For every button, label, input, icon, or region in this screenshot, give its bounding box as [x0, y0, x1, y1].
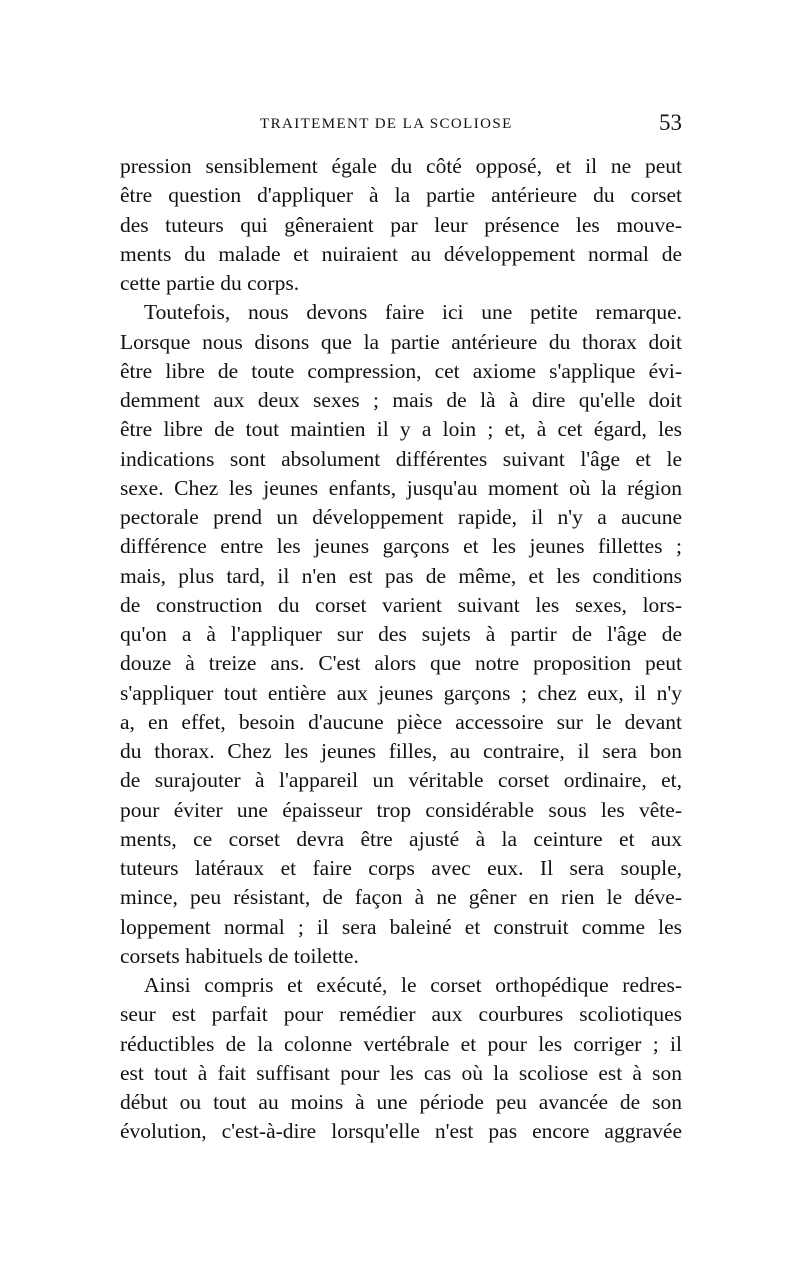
- text-line: s'appliquer tout entière aux jeunes garçons ; chez eux, il n'y: [120, 680, 682, 705]
- text-line: ments, ce corset devra être ajusté à la ceinture et aux: [120, 826, 682, 851]
- text-line: mais, plus tard, il n'en est pas de même, et les conditions: [120, 563, 682, 588]
- text-line: du thorax. Chez les jeunes filles, au contraire, il sera bon: [120, 739, 682, 763]
- text-line: réductibles de la colonne vertébrale et pour les corriger ; il: [120, 1031, 682, 1056]
- text-line: sexe. Chez les jeunes enfants, jusqu'au moment où la région: [120, 475, 682, 500]
- running-title: TRAITEMENT DE LA SCOLIOSE: [260, 116, 513, 132]
- text-line: être libre de tout maintien il y a loin ; et, à cet égard, les: [120, 417, 682, 442]
- text-line: loppement normal ; il sera baleiné et construit comme les: [120, 914, 682, 939]
- text-line: de construction du corset varient suivant les sexes, lors-: [120, 592, 682, 617]
- text-line: évolution, c'est-à-dire lorsqu'elle n'est pas encore aggravée: [120, 1119, 682, 1144]
- text-line: demment aux deux sexes ; mais de là à dire qu'elle doit: [120, 388, 682, 412]
- text-line: Lorsque nous disons que la partie antérieure du thorax doit: [120, 329, 682, 354]
- text-line: pectorale prend un développement rapide, il n'y a aucune: [120, 505, 682, 529]
- text-line: différence entre les jeunes garçons et les jeunes fillettes ;: [120, 534, 682, 559]
- text-line: pression sensiblement égale du côté opposé, et il ne peut: [120, 154, 682, 178]
- text-line: a, en effet, besoin d'aucune pièce accessoire sur le devant: [120, 709, 682, 734]
- text-line: début ou tout au moins à une période peu avancée de son: [120, 1090, 682, 1114]
- text-line: tuteurs latéraux et faire corps avec eux. Il sera souple,: [120, 856, 682, 880]
- text-line: mince, peu résistant, de façon à ne gêner en rien le déve-: [120, 885, 682, 910]
- running-head: [120, 110, 682, 140]
- text-line: pour éviter une épaisseur trop considérable sous les vête-: [120, 797, 682, 822]
- text-line: seur est parfait pour remédier aux courbures scoliotiques: [120, 1002, 682, 1027]
- book-page: [120, 110, 682, 1147]
- text-line: Ainsi compris et exécuté, le corset orthopédique redres-: [144, 973, 682, 997]
- text-line: corsets habituels de toilette.: [120, 943, 359, 968]
- text-line: être libre de toute compression, cet axiome s'applique évi-: [120, 358, 682, 383]
- text-line: qu'on a à l'appliquer sur des sujets à partir de l'âge de: [120, 622, 682, 646]
- text-line: ments du malade et nuiraient au développement normal de: [120, 241, 682, 266]
- page-number: 53: [659, 110, 682, 135]
- text-line: Toutefois, nous devons faire ici une petite remarque.: [144, 300, 682, 325]
- text-line: être question d'appliquer à la partie antérieure du corset: [120, 183, 682, 208]
- text-line: cette partie du corps.: [120, 271, 300, 295]
- text-line: douze à treize ans. C'est alors que notre proposition peut: [120, 651, 682, 676]
- text-line: indications sont absolument différentes suivant l'âge et le: [120, 446, 682, 471]
- body-text: [120, 152, 682, 1147]
- text-line: des tuteurs qui gêneraient par leur présence les mouve-: [120, 212, 682, 237]
- text-line: est tout à fait suffisant pour les cas où la scoliose est à son: [120, 1060, 682, 1085]
- text-line: de surajouter à l'appareil un véritable corset ordinaire, et,: [120, 768, 682, 793]
